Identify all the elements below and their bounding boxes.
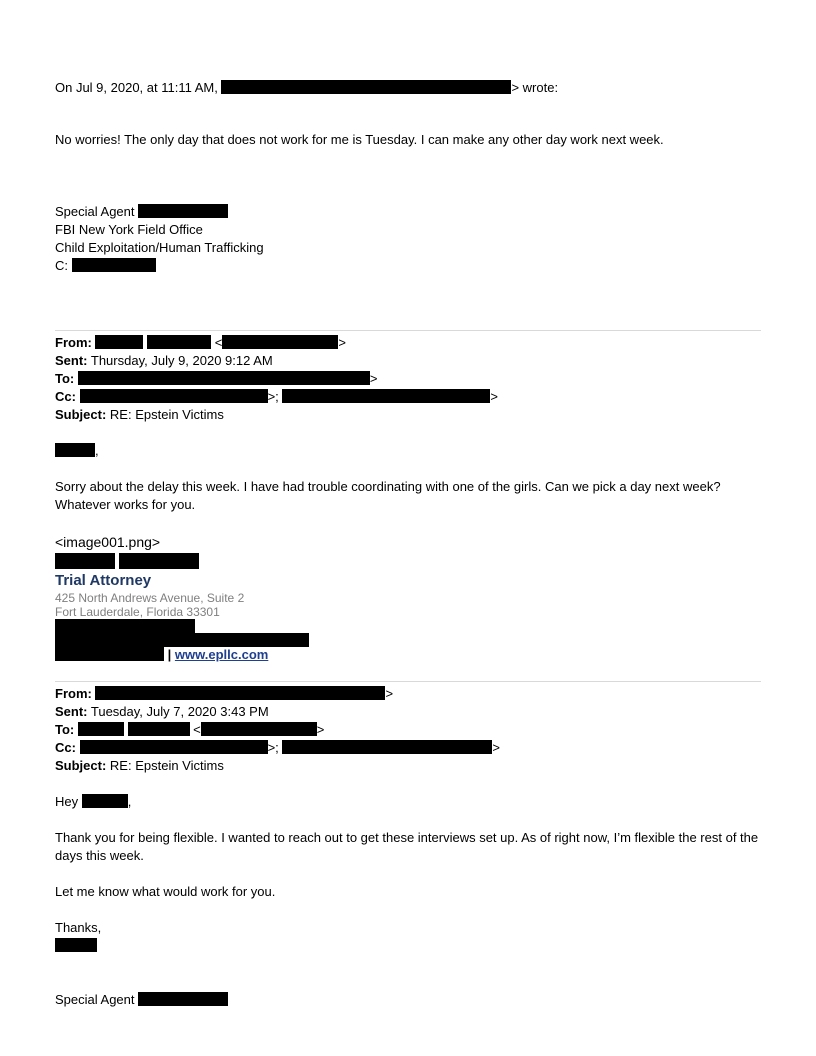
redaction <box>119 553 199 569</box>
header-from: From: > <box>55 686 394 701</box>
website-link[interactable]: www.epllc.com <box>174 647 269 662</box>
quoted-wrote-line: On Jul 9, 2020, at 11:11 AM, > wrote: <box>55 80 559 95</box>
redaction <box>138 204 228 218</box>
closing-name <box>55 937 97 955</box>
redaction <box>95 335 143 349</box>
message-body: Sorry about the delay this week. I have had trouble coordinating with one of the girls. Can we pick a day next week? Whatever works for you. <box>55 479 721 512</box>
redaction <box>282 740 492 754</box>
header-sent: Sent: Tuesday, July 7, 2020 3:43 PM <box>55 704 269 719</box>
redaction <box>72 258 156 272</box>
redaction <box>95 686 385 700</box>
closing: Thanks, <box>55 920 102 935</box>
divider <box>55 330 761 331</box>
signature-address-2: Fort Lauderdale, Florida 33301 <box>55 605 220 619</box>
header-cc: Cc: >; > <box>55 389 499 404</box>
redaction <box>55 619 195 633</box>
redaction <box>282 389 490 403</box>
header-subject: Subject: RE: Epstein Victims <box>55 407 224 422</box>
redaction <box>147 335 211 349</box>
redaction <box>55 938 97 952</box>
signature-office: FBI New York Field Office <box>55 222 203 237</box>
redaction <box>55 443 95 457</box>
header-sent: Sent: Thursday, July 9, 2020 9:12 AM <box>55 353 273 368</box>
signature-address-1: 425 North Andrews Avenue, Suite 2 <box>55 591 245 605</box>
signature-unit: Child Exploitation/Human Trafficking <box>55 240 264 255</box>
message-body: No worries! The only day that does not work for me is Tuesday. I can make any other day work next week. <box>55 132 664 147</box>
header-cc: Cc: >; > <box>55 740 501 755</box>
header-to: To: > <box>55 371 378 386</box>
greeting: , <box>55 442 99 460</box>
signature-title: Special Agent <box>55 991 228 1009</box>
redaction <box>55 633 309 647</box>
image-placeholder: <image001.png> <box>55 534 161 550</box>
signature-title: Trial Attorney <box>55 572 152 589</box>
redaction <box>138 992 228 1006</box>
signature-title: Special Agent <box>55 203 228 221</box>
header-to: To: < > <box>55 722 325 737</box>
signature-name <box>55 553 199 572</box>
divider <box>55 681 761 682</box>
header-from: From: < > <box>55 335 346 350</box>
redaction <box>221 80 511 94</box>
redaction <box>78 371 370 385</box>
redaction <box>80 389 268 403</box>
redaction <box>55 647 164 661</box>
signature-contact: | www.epllc.com <box>55 646 268 664</box>
signature-cell: C: <box>55 257 156 275</box>
redaction <box>128 722 190 736</box>
redaction <box>55 553 115 569</box>
redaction <box>80 740 268 754</box>
message-body-2: Let me know what would work for you. <box>55 884 276 899</box>
redaction <box>82 794 128 808</box>
header-subject: Subject: RE: Epstein Victims <box>55 758 224 773</box>
greeting: Hey , <box>55 794 132 809</box>
redaction <box>222 335 338 349</box>
redaction <box>201 722 317 736</box>
message-body: Thank you for being flexible. I wanted to reach out to get these interviews set up. As of right now, I’m flexible the rest of the days this week. <box>55 830 759 863</box>
redaction <box>78 722 124 736</box>
